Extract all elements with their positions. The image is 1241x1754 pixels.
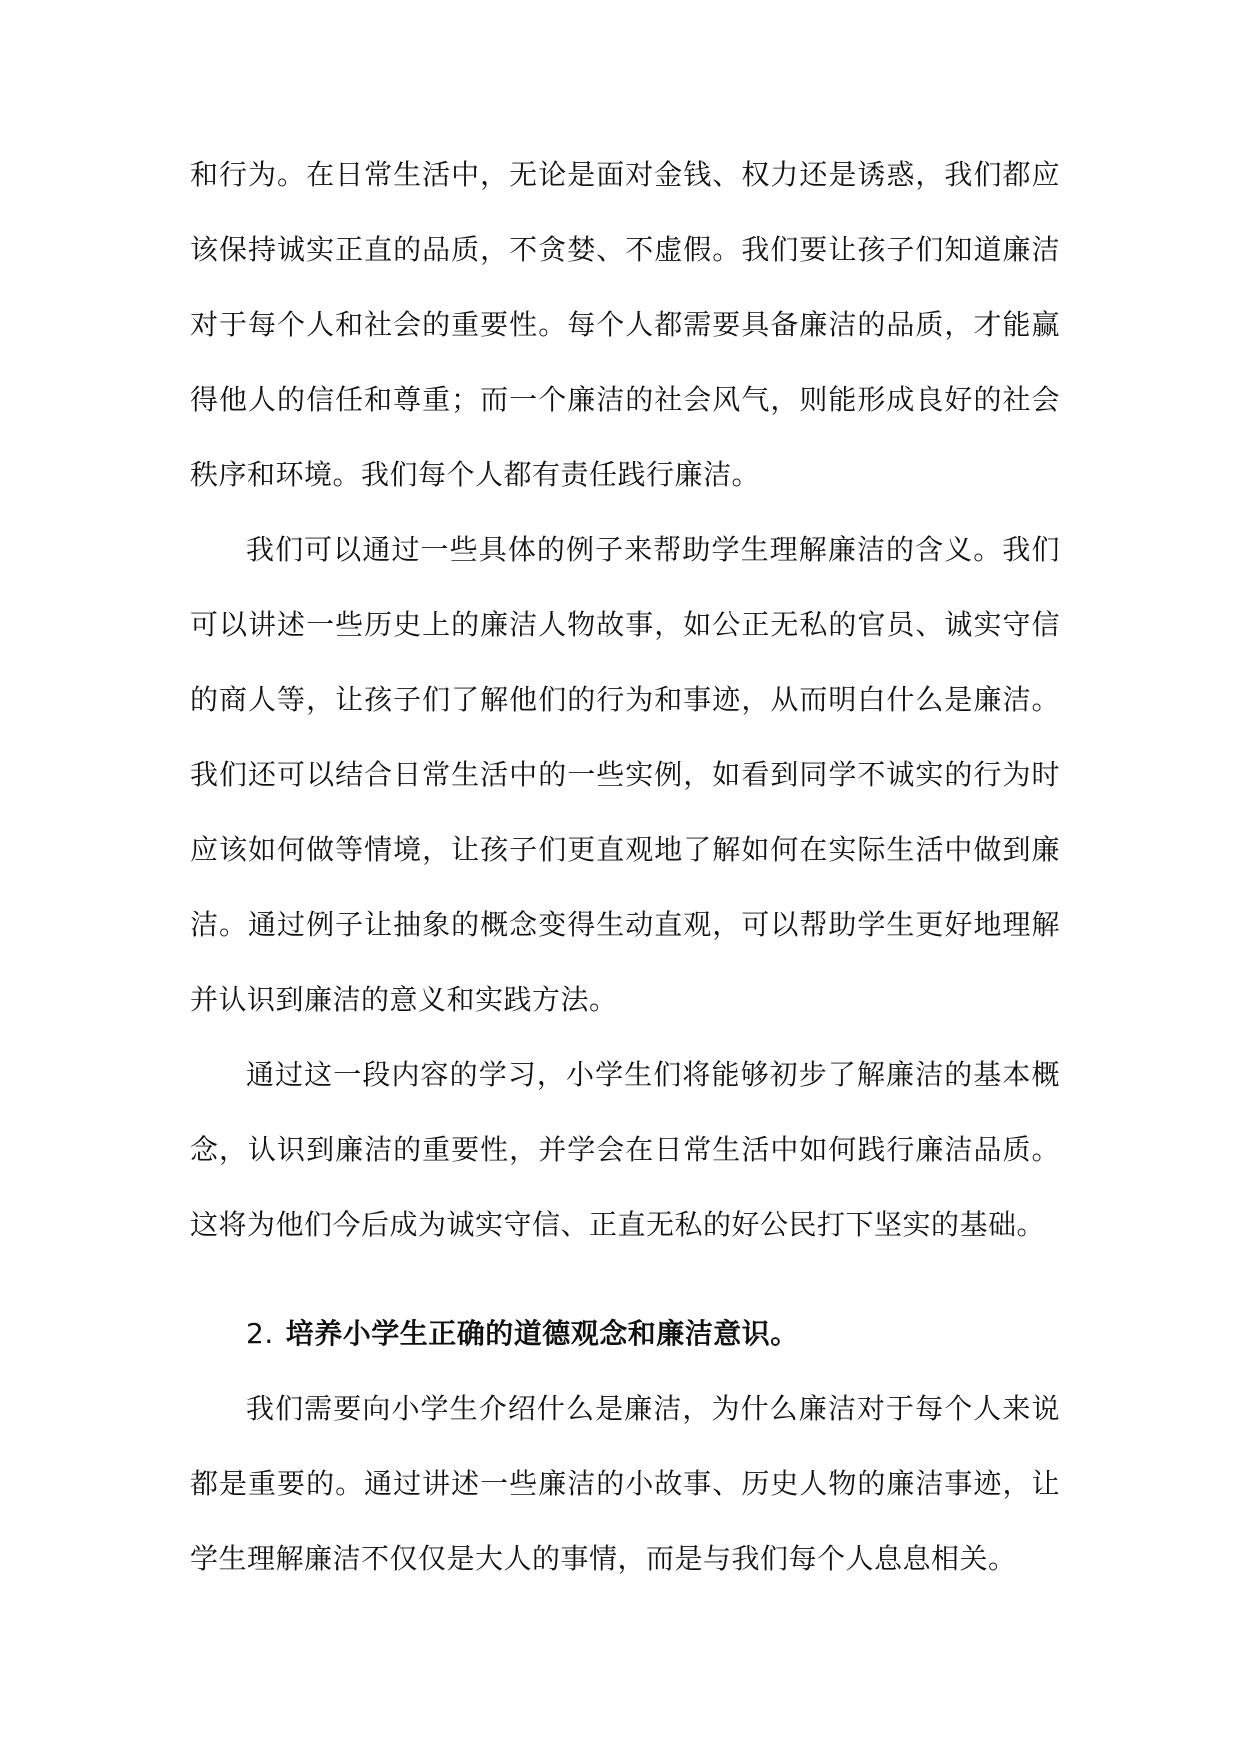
paragraph-section-intro: 我们需要向小学生介绍什么是廉洁，为什么廉洁对于每个人来说都是重要的。通过讲述一些廉洁的小故事、历史人物的廉洁事迹，让学生理解廉洁不仅仅是大人的事情，而是与我们每个人息息相关。: [190, 1392, 1060, 1575]
paragraph-continuation: 和行为。在日常生活中，无论是面对金钱、权力还是诱惑，我们都应该保持诚实正直的品质，不贪婪、不虚假。我们要让孩子们知道廉洁对于每个人和社会的重要性。每个人都需要具备廉洁的品质，才能赢得他人的信任和尊重；而一个廉洁的社会风气，则能形成良好的社会秩序和环境。我们每个人都有责任践行廉洁。: [190, 158, 1060, 491]
paragraph-summary: 通过这一段内容的学习，小学生们将能够初步了解廉洁的基本概念，认识到廉洁的重要性，并学会在日常生活中如何践行廉洁品质。这将为他们今后成为诚实守信、正直无私的好公民打下坚实的基础。: [190, 1058, 1060, 1241]
document-body: [190, 137, 1060, 1596]
section-title: 培养小学生正确的道德观念和廉洁意识。: [285, 1317, 799, 1350]
paragraph-examples: 我们可以通过一些具体的例子来帮助学生理解廉洁的含义。我们可以讲述一些历史上的廉洁人物故事，如公正无私的官员、诚实守信的商人等，让孩子们了解他们的行为和事迹，从而明白什么是廉洁。我们还可以结合日常生活中的一些实例，如看到同学不诚实的行为时应该如何做等情境，让孩子们更直观地了解如何在实际生活中做到廉洁。通过例子让抽象的概念变得生动直观，可以帮助学生更好地理解并认识到廉洁的意义和实践方法。: [190, 533, 1060, 1016]
section-heading: [190, 1296, 1060, 1371]
section-number: 2.: [246, 1317, 274, 1350]
